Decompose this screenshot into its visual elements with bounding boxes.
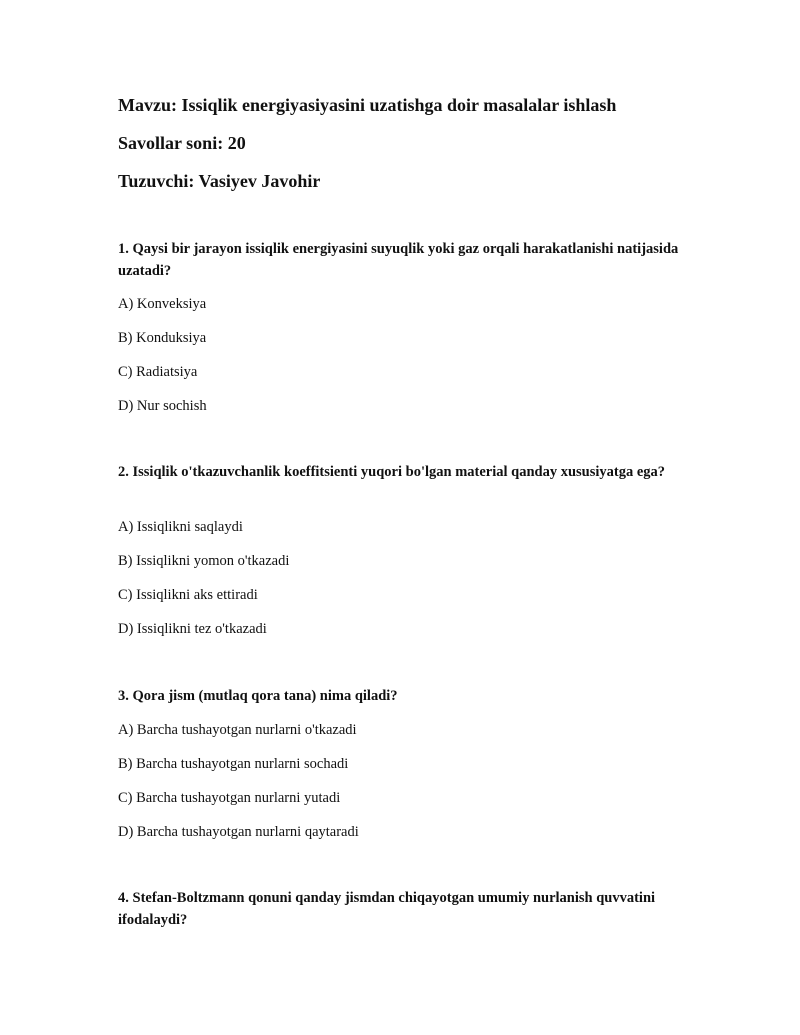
question-2-option-b: B) Issiqlikni yomon o'tkazadi — [118, 553, 290, 569]
question-1-option-a: A) Konveksiya — [118, 296, 207, 312]
question-3-option-c: C) Barcha tushayotgan nurlarni yutadi — [118, 790, 341, 806]
question-2-option-a: A) Issiqlikni saqlaydi — [118, 519, 243, 535]
question-count-heading: Savollar soni: 20 — [118, 133, 246, 153]
author-heading: Tuzuvchi: Vasiyev Javohir — [118, 171, 321, 191]
question-1-text: 1. Qaysi bir jarayon issiqlik energiyasini suyuqlik yoki gaz orqali harakatlanishi natijasida uzatadi? — [118, 241, 679, 279]
topic-heading: Mavzu: Issiqlik energiyasiyasini uzatishga doir masalalar ishlash — [118, 95, 617, 115]
question-1-option-b: B) Konduksiya — [118, 330, 207, 346]
question-1-option-c: C) Radiatsiya — [118, 364, 198, 380]
question-4-text: 4. Stefan-Boltzmann qonuni qanday jismdan chiqayotgan umumiy nurlanish quvvatini ifodalaydi? — [118, 890, 656, 928]
question-2-text: 2. Issiqlik o'tkazuvchanlik koeffitsienti yuqori bo'lgan material qanday xususiyatga ega? — [118, 464, 666, 480]
question-3-option-b: B) Barcha tushayotgan nurlarni sochadi — [118, 756, 349, 772]
question-3-option-d: D) Barcha tushayotgan nurlarni qaytaradi — [118, 824, 359, 840]
question-2-option-d: D) Issiqlikni tez o'tkazadi — [118, 621, 267, 637]
question-3-option-a: A) Barcha tushayotgan nurlarni o'tkazadi — [118, 722, 357, 738]
question-1-option-d: D) Nur sochish — [118, 398, 207, 414]
question-3-text: 3. Qora jism (mutlaq qora tana) nima qiladi? — [118, 688, 398, 704]
question-2-option-c: C) Issiqlikni aks ettiradi — [118, 587, 258, 603]
